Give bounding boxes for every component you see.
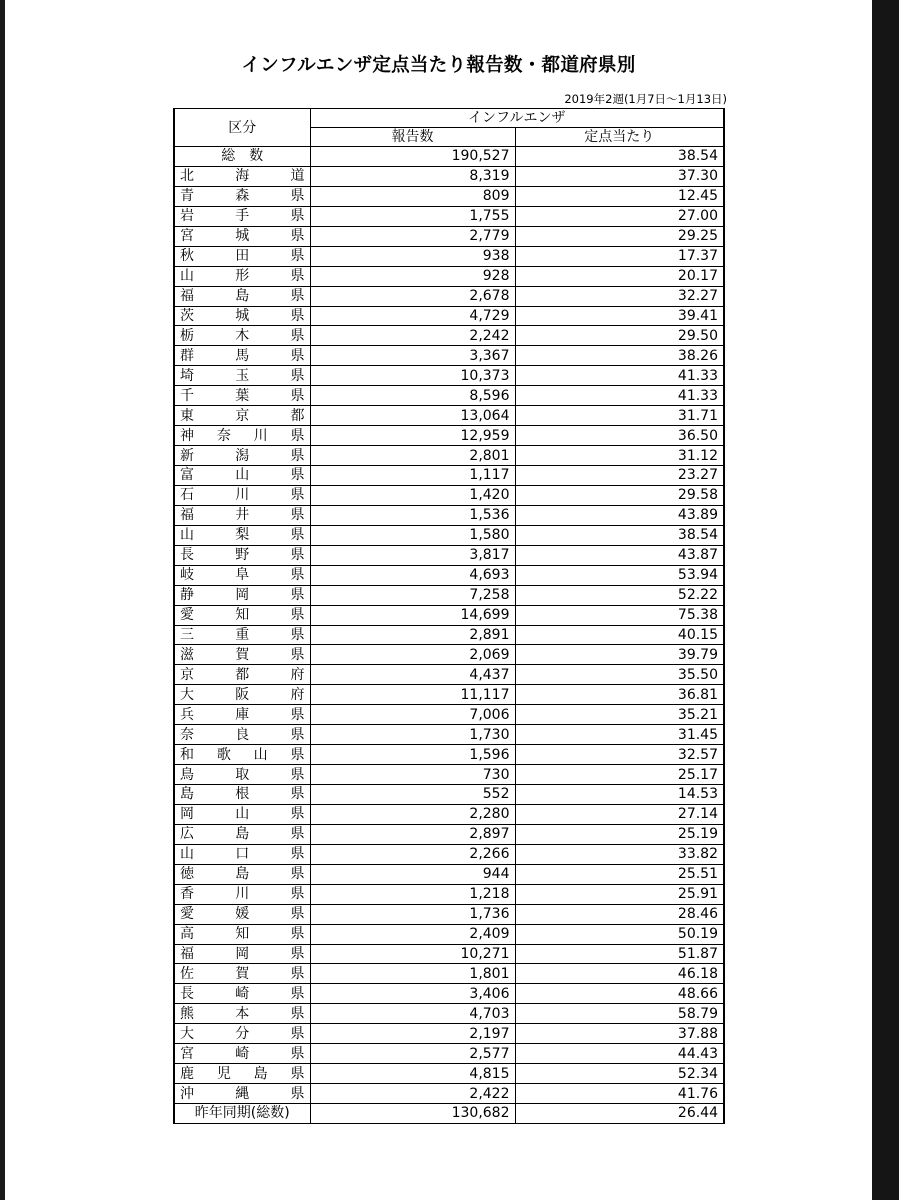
- prefecture-row: [174, 466, 724, 486]
- report-count: 928: [310, 266, 515, 286]
- prefecture-row: [174, 924, 724, 944]
- prefecture-name-text: 岩 手 県: [180, 208, 305, 225]
- prefecture-name-text: 沖 縄 県: [180, 1085, 305, 1102]
- report-count: 2,409: [310, 924, 515, 944]
- header-row-1: [174, 109, 724, 128]
- prefecture-name-text: 兵 庫 県: [180, 706, 305, 723]
- per-sentinel-value: 48.66: [515, 984, 724, 1004]
- report-count: 938: [310, 246, 515, 266]
- prefecture-name: [174, 545, 310, 565]
- report-count: 11,117: [310, 685, 515, 705]
- prefecture-row: [174, 1044, 724, 1064]
- prefecture-row: [174, 1064, 724, 1084]
- per-sentinel-header: 定点当たり: [515, 128, 724, 147]
- report-count: 4,437: [310, 665, 515, 685]
- report-count: 2,779: [310, 226, 515, 246]
- per-sentinel-value: 29.25: [515, 226, 724, 246]
- prefecture-name-text: 福 島 県: [180, 288, 305, 305]
- per-sentinel-value: 33.82: [515, 844, 724, 864]
- per-sentinel-value: 25.51: [515, 864, 724, 884]
- viewer-edge: [872, 0, 899, 1200]
- per-sentinel-value: 25.91: [515, 884, 724, 904]
- prefecture-row: [174, 346, 724, 366]
- per-sentinel-value: 41.33: [515, 366, 724, 386]
- prefecture-name: [174, 485, 310, 505]
- prefecture-row: [174, 166, 724, 186]
- last-year-reports: 130,682: [310, 1104, 515, 1124]
- prefecture-row: [174, 386, 724, 406]
- report-count: 2,897: [310, 824, 515, 844]
- prefecture-name: [174, 226, 310, 246]
- prefecture-row: [174, 685, 724, 705]
- per-sentinel-value: 43.89: [515, 505, 724, 525]
- prefecture-row: [174, 1024, 724, 1044]
- report-count: 1,596: [310, 745, 515, 765]
- report-count: 1,730: [310, 725, 515, 745]
- prefecture-name-text: 宮 崎 県: [180, 1045, 305, 1062]
- per-sentinel-value: 36.50: [515, 426, 724, 446]
- prefecture-name: [174, 924, 310, 944]
- prefecture-name: [174, 206, 310, 226]
- prefecture-name-text: 埼 玉 県: [180, 367, 305, 384]
- prefecture-name: [174, 446, 310, 466]
- last-year-label: 昨年同期(総数): [174, 1104, 310, 1124]
- prefecture-row: [174, 964, 724, 984]
- last-year-per: 26.44: [515, 1104, 724, 1124]
- report-count: 2,242: [310, 326, 515, 346]
- prefecture-name: [174, 186, 310, 206]
- prefecture-name-text: 大 阪 府: [180, 686, 305, 703]
- per-sentinel-value: 37.30: [515, 166, 724, 186]
- report-count: 2,891: [310, 625, 515, 645]
- per-sentinel-value: 58.79: [515, 1004, 724, 1024]
- prefecture-row: [174, 824, 724, 844]
- total-per: 38.54: [515, 147, 724, 167]
- prefecture-name-text: 愛 知 県: [180, 607, 305, 624]
- prefecture-row: [174, 1084, 724, 1104]
- prefecture-name-text: 宮 城 県: [180, 228, 305, 245]
- report-count: 552: [310, 785, 515, 805]
- per-sentinel-value: 32.57: [515, 745, 724, 765]
- per-sentinel-value: 29.58: [515, 485, 724, 505]
- report-count: 2,678: [310, 286, 515, 306]
- prefecture-name: [174, 884, 310, 904]
- prefecture-name: [174, 685, 310, 705]
- per-sentinel-value: 75.38: [515, 605, 724, 625]
- report-count: 12,959: [310, 426, 515, 446]
- prefecture-row: [174, 505, 724, 525]
- prefecture-name-text: 大 分 県: [180, 1025, 305, 1042]
- prefecture-name: [174, 904, 310, 924]
- prefecture-name: [174, 1084, 310, 1104]
- report-count: 1,580: [310, 525, 515, 545]
- prefecture-name-text: 神 奈 川 県: [180, 427, 305, 444]
- prefecture-name: [174, 984, 310, 1004]
- per-sentinel-value: 32.27: [515, 286, 724, 306]
- prefecture-row: [174, 266, 724, 286]
- report-count: 2,801: [310, 446, 515, 466]
- prefecture-row: [174, 785, 724, 805]
- per-sentinel-value: 12.45: [515, 186, 724, 206]
- prefecture-name: [174, 426, 310, 446]
- prefecture-name-text: 静 岡 県: [180, 587, 305, 604]
- prefecture-row: [174, 665, 724, 685]
- per-sentinel-value: 43.87: [515, 545, 724, 565]
- prefecture-row: [174, 705, 724, 725]
- prefecture-row: [174, 525, 724, 545]
- per-sentinel-value: 41.33: [515, 386, 724, 406]
- per-sentinel-value: 44.43: [515, 1044, 724, 1064]
- prefecture-name-text: 山 口 県: [180, 846, 305, 863]
- per-sentinel-value: 14.53: [515, 785, 724, 805]
- per-sentinel-value: 29.50: [515, 326, 724, 346]
- per-sentinel-value: 50.19: [515, 924, 724, 944]
- document-page: [5, 0, 872, 1200]
- prefecture-name: [174, 366, 310, 386]
- prefecture-name: [174, 166, 310, 186]
- prefecture-name: [174, 804, 310, 824]
- per-sentinel-value: 35.50: [515, 665, 724, 685]
- prefecture-name-text: 鹿 児 島 県: [180, 1065, 305, 1082]
- prefecture-name: [174, 844, 310, 864]
- prefecture-name-text: 茨 城 県: [180, 307, 305, 324]
- per-sentinel-value: 40.15: [515, 625, 724, 645]
- report-count: 13,064: [310, 406, 515, 426]
- prefecture-row: [174, 904, 724, 924]
- report-count: 7,258: [310, 585, 515, 605]
- prefecture-name: [174, 645, 310, 665]
- report-count: 4,703: [310, 1004, 515, 1024]
- report-count: 1,218: [310, 884, 515, 904]
- per-sentinel-value: 27.00: [515, 206, 724, 226]
- category-header: 区分: [174, 109, 310, 147]
- report-count: 1,755: [310, 206, 515, 226]
- per-sentinel-value: 38.26: [515, 346, 724, 366]
- per-sentinel-value: 53.94: [515, 565, 724, 585]
- report-count: 809: [310, 186, 515, 206]
- per-sentinel-value: 52.22: [515, 585, 724, 605]
- prefecture-name-text: 秋 田 県: [180, 248, 305, 265]
- per-sentinel-value: 52.34: [515, 1064, 724, 1084]
- prefecture-name-text: 東 京 都: [180, 407, 305, 424]
- prefecture-name: [174, 765, 310, 785]
- prefecture-name-text: 京 都 府: [180, 666, 305, 683]
- prefecture-row: [174, 844, 724, 864]
- prefecture-name-text: 福 岡 県: [180, 945, 305, 962]
- report-count: 8,319: [310, 166, 515, 186]
- prefecture-name: [174, 306, 310, 326]
- per-sentinel-value: 17.37: [515, 246, 724, 266]
- per-sentinel-value: 27.14: [515, 804, 724, 824]
- per-sentinel-value: 31.71: [515, 406, 724, 426]
- prefecture-row: [174, 585, 724, 605]
- prefecture-name-text: 徳 島 県: [180, 866, 305, 883]
- prefecture-name: [174, 1064, 310, 1084]
- prefecture-row: [174, 745, 724, 765]
- prefecture-name: [174, 1004, 310, 1024]
- prefecture-name: [174, 1044, 310, 1064]
- total-label: 総 数: [174, 147, 310, 167]
- prefecture-name: [174, 964, 310, 984]
- prefecture-name-text: 山 形 県: [180, 268, 305, 285]
- prefecture-row: [174, 645, 724, 665]
- prefecture-row: [174, 485, 724, 505]
- prefecture-name: [174, 1024, 310, 1044]
- per-sentinel-value: 31.45: [515, 725, 724, 745]
- report-count: 10,373: [310, 366, 515, 386]
- prefecture-name-text: 島 根 県: [180, 786, 305, 803]
- prefecture-name: [174, 525, 310, 545]
- report-count: 2,266: [310, 844, 515, 864]
- prefecture-name-text: 三 重 県: [180, 626, 305, 643]
- report-count: 1,536: [310, 505, 515, 525]
- per-sentinel-value: 46.18: [515, 964, 724, 984]
- prefecture-row: [174, 605, 724, 625]
- prefecture-row: [174, 1004, 724, 1024]
- per-sentinel-value: 38.54: [515, 525, 724, 545]
- prefecture-row: [174, 446, 724, 466]
- prefecture-row: [174, 286, 724, 306]
- prefecture-name-text: 佐 賀 県: [180, 965, 305, 982]
- report-count: 10,271: [310, 944, 515, 964]
- prefecture-name: [174, 246, 310, 266]
- last-year-row: [174, 1104, 724, 1124]
- prefecture-name-text: 愛 媛 県: [180, 906, 305, 923]
- prefecture-name: [174, 565, 310, 585]
- prefecture-name-text: 山 梨 県: [180, 527, 305, 544]
- prefecture-name-text: 岡 山 県: [180, 806, 305, 823]
- prefecture-name-text: 新 潟 県: [180, 447, 305, 464]
- prefecture-name: [174, 864, 310, 884]
- prefecture-name: [174, 406, 310, 426]
- prefecture-name-text: 群 馬 県: [180, 347, 305, 364]
- prefecture-name: [174, 824, 310, 844]
- prefecture-name: [174, 944, 310, 964]
- prefecture-name: [174, 725, 310, 745]
- prefecture-name-text: 石 川 県: [180, 487, 305, 504]
- report-count: 14,699: [310, 605, 515, 625]
- report-count: 1,736: [310, 904, 515, 924]
- report-count: 4,729: [310, 306, 515, 326]
- prefecture-row: [174, 226, 724, 246]
- prefecture-name-text: 熊 本 県: [180, 1005, 305, 1022]
- period-label: 2019年2週(1月7日～1月13日): [564, 92, 727, 106]
- prefecture-name-text: 奈 良 県: [180, 726, 305, 743]
- prefecture-name: [174, 785, 310, 805]
- prefecture-name-text: 青 森 県: [180, 188, 305, 205]
- per-sentinel-value: 23.27: [515, 466, 724, 486]
- total-row: [174, 147, 724, 167]
- prefecture-name-text: 高 知 県: [180, 926, 305, 943]
- influenza-table: [173, 108, 725, 1124]
- per-sentinel-value: 20.17: [515, 266, 724, 286]
- per-sentinel-value: 25.19: [515, 824, 724, 844]
- prefecture-name: [174, 266, 310, 286]
- prefecture-name-text: 広 島 県: [180, 826, 305, 843]
- report-count: 2,069: [310, 645, 515, 665]
- report-count: 730: [310, 765, 515, 785]
- prefecture-row: [174, 206, 724, 226]
- prefecture-row: [174, 804, 724, 824]
- per-sentinel-value: 37.88: [515, 1024, 724, 1044]
- prefecture-name-text: 鳥 取 県: [180, 766, 305, 783]
- prefecture-name-text: 岐 阜 県: [180, 567, 305, 584]
- prefecture-name-text: 長 野 県: [180, 547, 305, 564]
- prefecture-name-text: 福 井 県: [180, 507, 305, 524]
- prefecture-name: [174, 386, 310, 406]
- per-sentinel-value: 35.21: [515, 705, 724, 725]
- prefecture-name-text: 富 山 県: [180, 467, 305, 484]
- report-count: 3,367: [310, 346, 515, 366]
- prefecture-row: [174, 884, 724, 904]
- prefecture-row: [174, 426, 724, 446]
- report-count: 7,006: [310, 705, 515, 725]
- prefecture-name: [174, 326, 310, 346]
- prefecture-row: [174, 246, 724, 266]
- prefecture-name-text: 長 崎 県: [180, 985, 305, 1002]
- prefecture-name: [174, 466, 310, 486]
- prefecture-row: [174, 765, 724, 785]
- report-count: 2,577: [310, 1044, 515, 1064]
- per-sentinel-value: 51.87: [515, 944, 724, 964]
- prefecture-name: [174, 665, 310, 685]
- prefecture-name-text: 栃 木 県: [180, 327, 305, 344]
- prefecture-name-text: 香 川 県: [180, 886, 305, 903]
- prefecture-name: [174, 625, 310, 645]
- report-count: 2,280: [310, 804, 515, 824]
- per-sentinel-value: 36.81: [515, 685, 724, 705]
- prefecture-row: [174, 725, 724, 745]
- prefecture-row: [174, 944, 724, 964]
- page-title: インフルエンザ定点当たり報告数・都道府県別: [241, 55, 636, 76]
- prefecture-name: [174, 346, 310, 366]
- total-reports: 190,527: [310, 147, 515, 167]
- prefecture-row: [174, 306, 724, 326]
- prefecture-name: [174, 605, 310, 625]
- prefecture-name-text: 北 海 道: [180, 168, 305, 185]
- report-count: 4,815: [310, 1064, 515, 1084]
- reports-header: 報告数: [310, 128, 515, 147]
- report-count: 3,817: [310, 545, 515, 565]
- prefecture-row: [174, 186, 724, 206]
- report-count: 1,117: [310, 466, 515, 486]
- per-sentinel-value: 41.76: [515, 1084, 724, 1104]
- prefecture-name-text: 千 葉 県: [180, 387, 305, 404]
- per-sentinel-value: 28.46: [515, 904, 724, 924]
- prefecture-name: [174, 745, 310, 765]
- prefecture-row: [174, 366, 724, 386]
- report-count: 2,422: [310, 1084, 515, 1104]
- prefecture-name-text: 和 歌 山 県: [180, 746, 305, 763]
- prefecture-name: [174, 505, 310, 525]
- prefecture-row: [174, 545, 724, 565]
- report-count: 4,693: [310, 565, 515, 585]
- prefecture-row: [174, 406, 724, 426]
- report-count: 1,420: [310, 485, 515, 505]
- prefecture-row: [174, 565, 724, 585]
- prefecture-row: [174, 625, 724, 645]
- prefecture-row: [174, 326, 724, 346]
- prefecture-name: [174, 585, 310, 605]
- disease-header: インフルエンザ: [310, 109, 724, 128]
- per-sentinel-value: 39.41: [515, 306, 724, 326]
- report-count: 1,801: [310, 964, 515, 984]
- prefecture-name: [174, 705, 310, 725]
- per-sentinel-value: 31.12: [515, 446, 724, 466]
- per-sentinel-value: 25.17: [515, 765, 724, 785]
- report-count: 3,406: [310, 984, 515, 1004]
- prefecture-row: [174, 984, 724, 1004]
- prefecture-row: [174, 864, 724, 884]
- per-sentinel-value: 39.79: [515, 645, 724, 665]
- prefecture-name-text: 滋 賀 県: [180, 646, 305, 663]
- report-count: 944: [310, 864, 515, 884]
- prefecture-name: [174, 286, 310, 306]
- report-count: 2,197: [310, 1024, 515, 1044]
- report-count: 8,596: [310, 386, 515, 406]
